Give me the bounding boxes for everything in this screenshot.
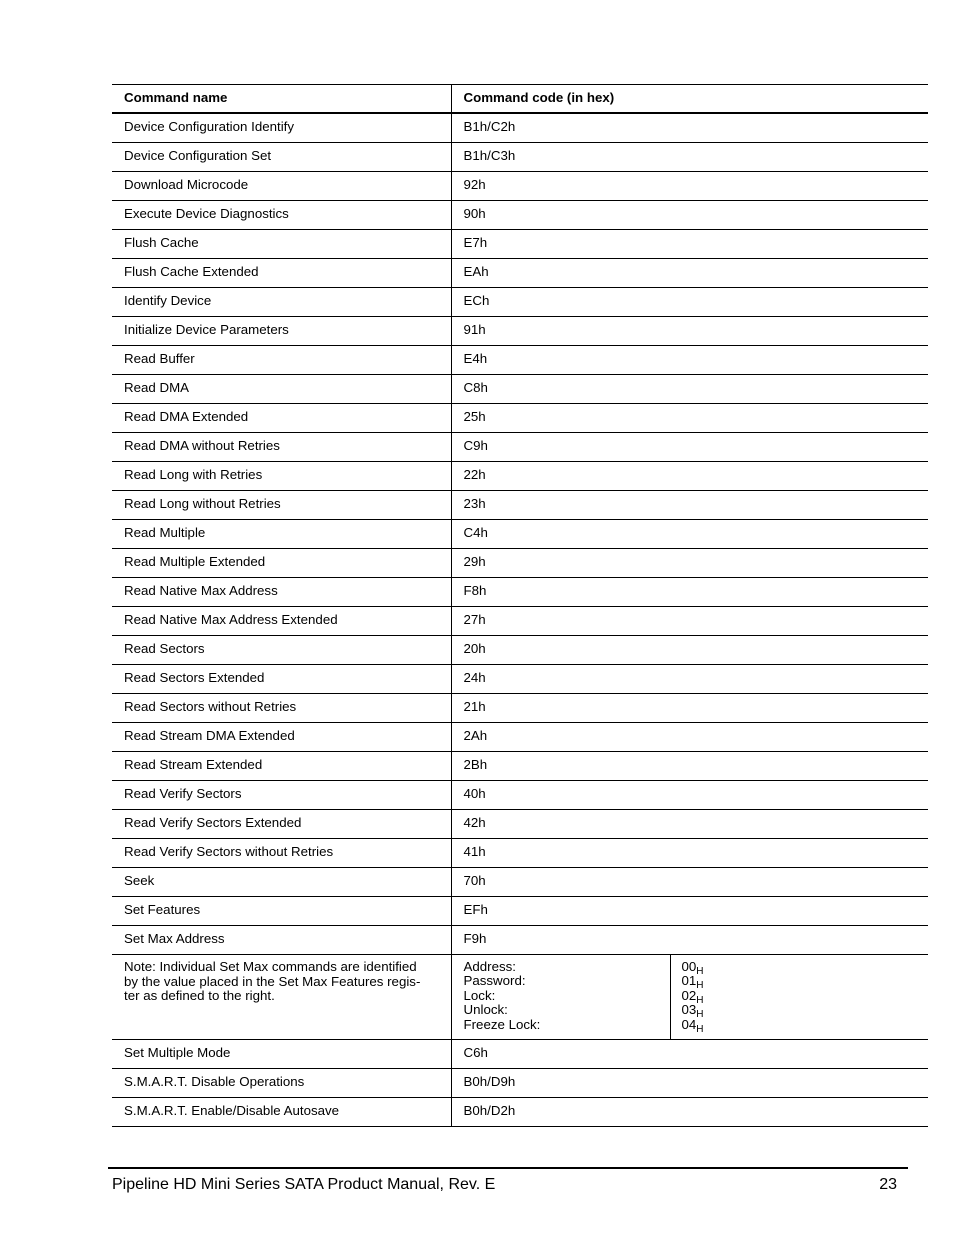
feature-value-number: 01	[681, 973, 697, 989]
note-line: by the value placed in the Set Max Features regis-	[124, 973, 421, 989]
command-code-cell: B1h/C3h	[451, 143, 928, 172]
command-name-cell: Read Native Max Address	[112, 578, 451, 607]
table-row	[112, 230, 928, 259]
command-name-cell: Read DMA Extended	[112, 404, 451, 433]
command-code-cell: 27h	[451, 607, 928, 636]
note-row	[112, 955, 928, 1040]
command-code-cell: F8h	[451, 578, 928, 607]
table-row	[112, 578, 928, 607]
table-body-before	[112, 113, 928, 955]
command-name-cell: S.M.A.R.T. Disable Operations	[112, 1069, 451, 1098]
table-row	[112, 897, 928, 926]
table-header-row	[112, 85, 928, 114]
command-name-cell: Read Stream DMA Extended	[112, 723, 451, 752]
table-row	[112, 781, 928, 810]
command-name-cell: Read Multiple Extended	[112, 549, 451, 578]
command-code-cell: EAh	[451, 259, 928, 288]
feature-value-subscript: H	[696, 994, 704, 1006]
note-line: Note: Individual Set Max commands are identified	[124, 959, 417, 974]
command-name-cell: Read Long with Retries	[112, 462, 451, 491]
command-name-cell: Read Native Max Address Extended	[112, 607, 451, 636]
header-command-code: Command code (in hex)	[451, 85, 928, 114]
command-table	[112, 84, 928, 1127]
command-code-cell: C6h	[451, 1040, 928, 1069]
command-code-cell: F9h	[451, 926, 928, 955]
command-name-cell: Read Verify Sectors Extended	[112, 810, 451, 839]
command-name-cell: Read Sectors	[112, 636, 451, 665]
command-name-cell: Device Configuration Identify	[112, 113, 451, 143]
footer-rule	[108, 1167, 908, 1169]
command-name-cell: Execute Device Diagnostics	[112, 201, 451, 230]
command-code-cell: 90h	[451, 201, 928, 230]
command-name-cell: Seek	[112, 868, 451, 897]
header-command-name: Command name	[112, 85, 451, 114]
feature-value	[681, 1002, 929, 1021]
command-name-cell: Set Multiple Mode	[112, 1040, 451, 1069]
feature-label: Password:	[463, 973, 526, 989]
command-code-cell: B0h/D2h	[451, 1098, 928, 1127]
table-row	[112, 636, 928, 665]
note-cell	[112, 955, 451, 1040]
note-line: ter as defined to the right.	[124, 988, 275, 1003]
command-code-cell: C9h	[451, 433, 928, 462]
command-code-cell: 25h	[451, 404, 928, 433]
feature-value-number: 04	[681, 1016, 697, 1032]
table-row	[112, 723, 928, 752]
table-row	[112, 1040, 928, 1069]
table-row	[112, 113, 928, 143]
command-code-cell: EFh	[451, 897, 928, 926]
command-name-cell: Read Verify Sectors without Retries	[112, 839, 451, 868]
page-number: 23	[879, 1176, 897, 1193]
feature-label: Freeze Lock:	[463, 1016, 541, 1032]
feature-value-number: 03	[681, 1002, 697, 1018]
feature-value	[681, 959, 929, 977]
command-code-cell: 91h	[451, 317, 928, 346]
feature-label: Unlock:	[463, 1002, 508, 1018]
table-row	[112, 288, 928, 317]
table-row	[112, 462, 928, 491]
command-code-cell: 40h	[451, 781, 928, 810]
table-row	[112, 491, 928, 520]
command-code-cell: 20h	[451, 636, 928, 665]
command-code-cell: 24h	[451, 665, 928, 694]
command-name-cell: Device Configuration Set	[112, 143, 451, 172]
table-row	[112, 143, 928, 172]
table-row	[112, 375, 928, 404]
command-code-cell: E7h	[451, 230, 928, 259]
feature-value-subscript: H	[696, 966, 704, 977]
feature-value-subscript: H	[696, 980, 704, 992]
command-name-cell: Flush Cache Extended	[112, 259, 451, 288]
footer-title: Pipeline HD Mini Series SATA Product Manual, Rev. E	[112, 1176, 496, 1193]
command-code-cell: 41h	[451, 839, 928, 868]
command-name-cell: Read Buffer	[112, 346, 451, 375]
command-code-cell: E4h	[451, 346, 928, 375]
command-name-cell: Read DMA without Retries	[112, 433, 451, 462]
command-code-cell: B1h/C2h	[451, 113, 928, 143]
feature-labels	[452, 955, 671, 1039]
table-row	[112, 752, 928, 781]
table-row	[112, 201, 928, 230]
command-code-cell: 70h	[451, 868, 928, 897]
feature-value-number: 02	[681, 987, 697, 1003]
command-name-cell: Read DMA	[112, 375, 451, 404]
command-code-cell: 21h	[451, 694, 928, 723]
feature-label: Lock:	[463, 987, 496, 1003]
set-max-features-grid	[452, 955, 929, 1039]
table-row	[112, 404, 928, 433]
table-row	[112, 172, 928, 201]
command-code-cell: C4h	[451, 520, 928, 549]
table-row	[112, 810, 928, 839]
command-name-cell: Read Multiple	[112, 520, 451, 549]
command-name-cell: Flush Cache	[112, 230, 451, 259]
feature-label: Address:	[463, 959, 516, 974]
command-name-cell: Read Sectors without Retries	[112, 694, 451, 723]
command-code-cell: 92h	[451, 172, 928, 201]
table-body-note	[112, 955, 928, 1040]
table-row	[112, 520, 928, 549]
command-code-cell: 29h	[451, 549, 928, 578]
feature-values	[671, 955, 929, 1039]
table-row	[112, 317, 928, 346]
table-row	[112, 926, 928, 955]
set-max-features-cell	[451, 955, 928, 1040]
table-row	[112, 839, 928, 868]
table-row	[112, 549, 928, 578]
command-name-cell: S.M.A.R.T. Enable/Disable Autosave	[112, 1098, 451, 1127]
table-row	[112, 346, 928, 375]
feature-value	[681, 1016, 929, 1035]
command-name-cell: Set Features	[112, 897, 451, 926]
table-row	[112, 868, 928, 897]
command-code-cell: ECh	[451, 288, 928, 317]
command-name-cell: Identify Device	[112, 288, 451, 317]
table-row	[112, 1098, 928, 1127]
command-code-cell: 2Ah	[451, 723, 928, 752]
table-row	[112, 694, 928, 723]
command-name-cell: Set Max Address	[112, 926, 451, 955]
command-code-cell: 2Bh	[451, 752, 928, 781]
table-row	[112, 433, 928, 462]
command-name-cell: Initialize Device Parameters	[112, 317, 451, 346]
command-code-cell: 22h	[451, 462, 928, 491]
feature-value-subscript: H	[696, 1023, 704, 1035]
command-code-cell: C8h	[451, 375, 928, 404]
feature-value	[681, 987, 929, 1006]
table-row	[112, 1069, 928, 1098]
feature-value-subscript: H	[696, 1009, 704, 1021]
command-name-cell: Read Stream Extended	[112, 752, 451, 781]
command-code-cell: 42h	[451, 810, 928, 839]
feature-value	[681, 973, 929, 992]
command-code-cell: B0h/D9h	[451, 1069, 928, 1098]
table-row	[112, 607, 928, 636]
feature-value-number: 00	[681, 959, 697, 974]
command-name-cell: Read Sectors Extended	[112, 665, 451, 694]
command-code-cell: 23h	[451, 491, 928, 520]
table-row	[112, 259, 928, 288]
table-row	[112, 665, 928, 694]
command-name-cell: Read Verify Sectors	[112, 781, 451, 810]
command-name-cell: Download Microcode	[112, 172, 451, 201]
command-name-cell: Read Long without Retries	[112, 491, 451, 520]
table-body-after	[112, 1040, 928, 1127]
